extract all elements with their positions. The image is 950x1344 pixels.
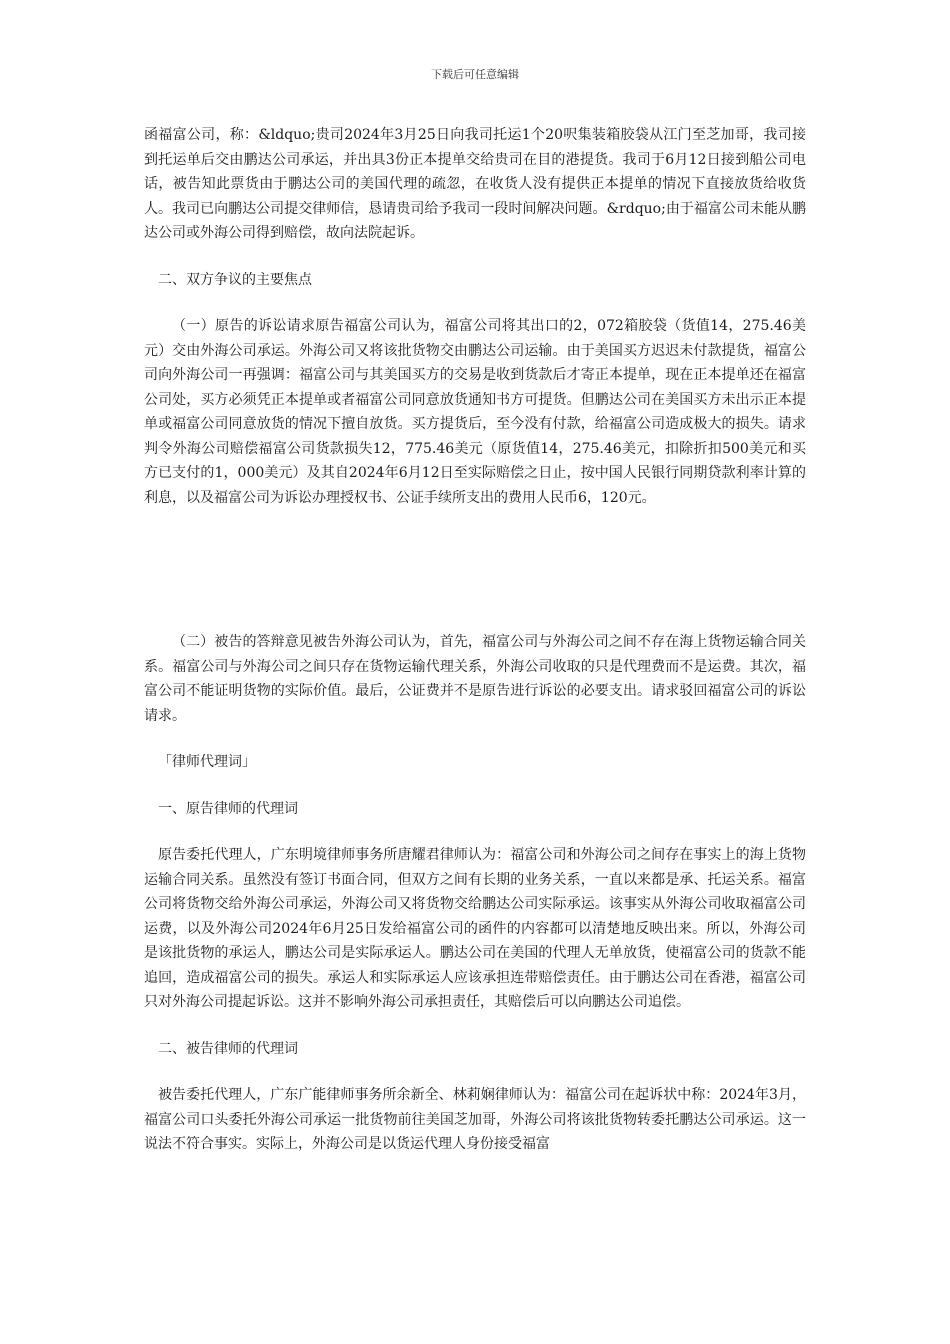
paragraph-defendant-reply: （二）被告的答辩意见被告外海公司认为，首先，福富公司与外海公司之间不存在海上货物运输合同关系。福富公司与外海公司之间只存在货物运输代理关系，外海公司收取的只是代理费而不是运费。其次，福富公司不能证明货物的实际价值。最后，公证费并不是原告进行诉讼的必要支出。请求驳回福富公司的诉讼请求。 (144, 634, 806, 724)
paragraph-plaintiff-lawyer: 原告委托代理人，广东明境律师事务所唐耀君律师认为：福富公司和外海公司之间存在事实上的海上货物运输合同关系。虽然没有签订书面合同，但双方之间有长期的业务关系，一直以来都是承、托运关系。福富公司将货物交给外海公司承运，外海公司又将货物交给鹏达公司实际承运。该事实从外海公司收取福富公司运费，以及外海公司2024年6月25日发给福富公司的函件的内容都可以清楚地反映出来。所以，外海公司是该批货物的承运人，鹏达公司是实际承运人。鹏达公司在美国的代理人无单放货，使福富公司的货款不能追回，造成福富公司的损失。承运人和实际承运人应该承担连带赔偿责任。由于鹏达公司在香港，福富公司只对外海公司提起诉讼。这并不影响外海公司承担责任，其赔偿后可以向鹏达公司追偿。 (144, 847, 806, 1010)
paragraph-defendant-lawyer: 被告委托代理人，广东广能律师事务所余新全、林莉娴律师认为：福富公司在起诉状中称：2024年3月，福富公司口头委托外海公司承运一批货物前往美国芝加哥，外海公司将该批货物转委托鹏达公司承运。这一说法不符合事实。实际上，外海公司是以货运代理人身份接受福富 (144, 1087, 806, 1152)
paragraph-letter-quote: 函福富公司，称：&ldquo;贵司2024年3月25日向我司托运1个20呎集装箱胶袋从江门至芝加哥，我司接到托运单后交由鹏达公司承运，并出具3份正本提单交给贵司在目的港提货。我司于6月12日接到船公司电话，被告知此票货由于鹏达公司的美国代理的疏忽，在收货人没有提供正本提单的情况下直接放货给收货人。我司已向鹏达公司提交律师信，恳请贵司给予我司一段时间解决问题。&rdquo;由于福富公司未能从鹏达公司或外海公司得到赔偿，故向法院起诉。 (144, 127, 806, 241)
heading-dispute-focus: 二、双方争议的主要焦点 (158, 271, 312, 288)
heading-lawyer-statements: 「律师代理词」 (158, 754, 256, 770)
heading-plaintiff-lawyer: 一、原告律师的代理词 (158, 800, 298, 817)
heading-defendant-lawyer: 二、被告律师的代理词 (158, 1040, 298, 1057)
paragraph-plaintiff-claim: （一）原告的诉讼请求原告福富公司认为，福富公司将其出口的2，072箱胶袋（货值14，275.46美元）交由外海公司承运。外海公司又将该批货物交由鹏达公司运输。由于美国买方迟迟未付款提货，福富公司向外海公司一再强调：福富公司与其美国买方的交易是收到货款后才寄正本提单，现在正本提单还在福富公司处，买方必须凭正本提单或者福富公司同意放货通知书方可提货。但鹏达公司在美国买方未出示正本提单或福富公司同意放货的情况下擅自放货。买方提货后，至今没有付款，给福富公司造成极大的损失。请求判令外海公司赔偿福富公司货款损失12，775.46美元（原货值14，275.46美元，扣除折扣500美元和买方已支付的1，000美元）及其自2024年6月12日至实际赔偿之日止，按中国人民银行同期贷款利率计算的利息，以及福富公司为诉讼办理授权书、公证手续所支出的费用人民币6，120元。 (144, 318, 806, 506)
page-header: 下载后可任意编辑 (431, 68, 519, 81)
document-body (144, 123, 806, 1157)
